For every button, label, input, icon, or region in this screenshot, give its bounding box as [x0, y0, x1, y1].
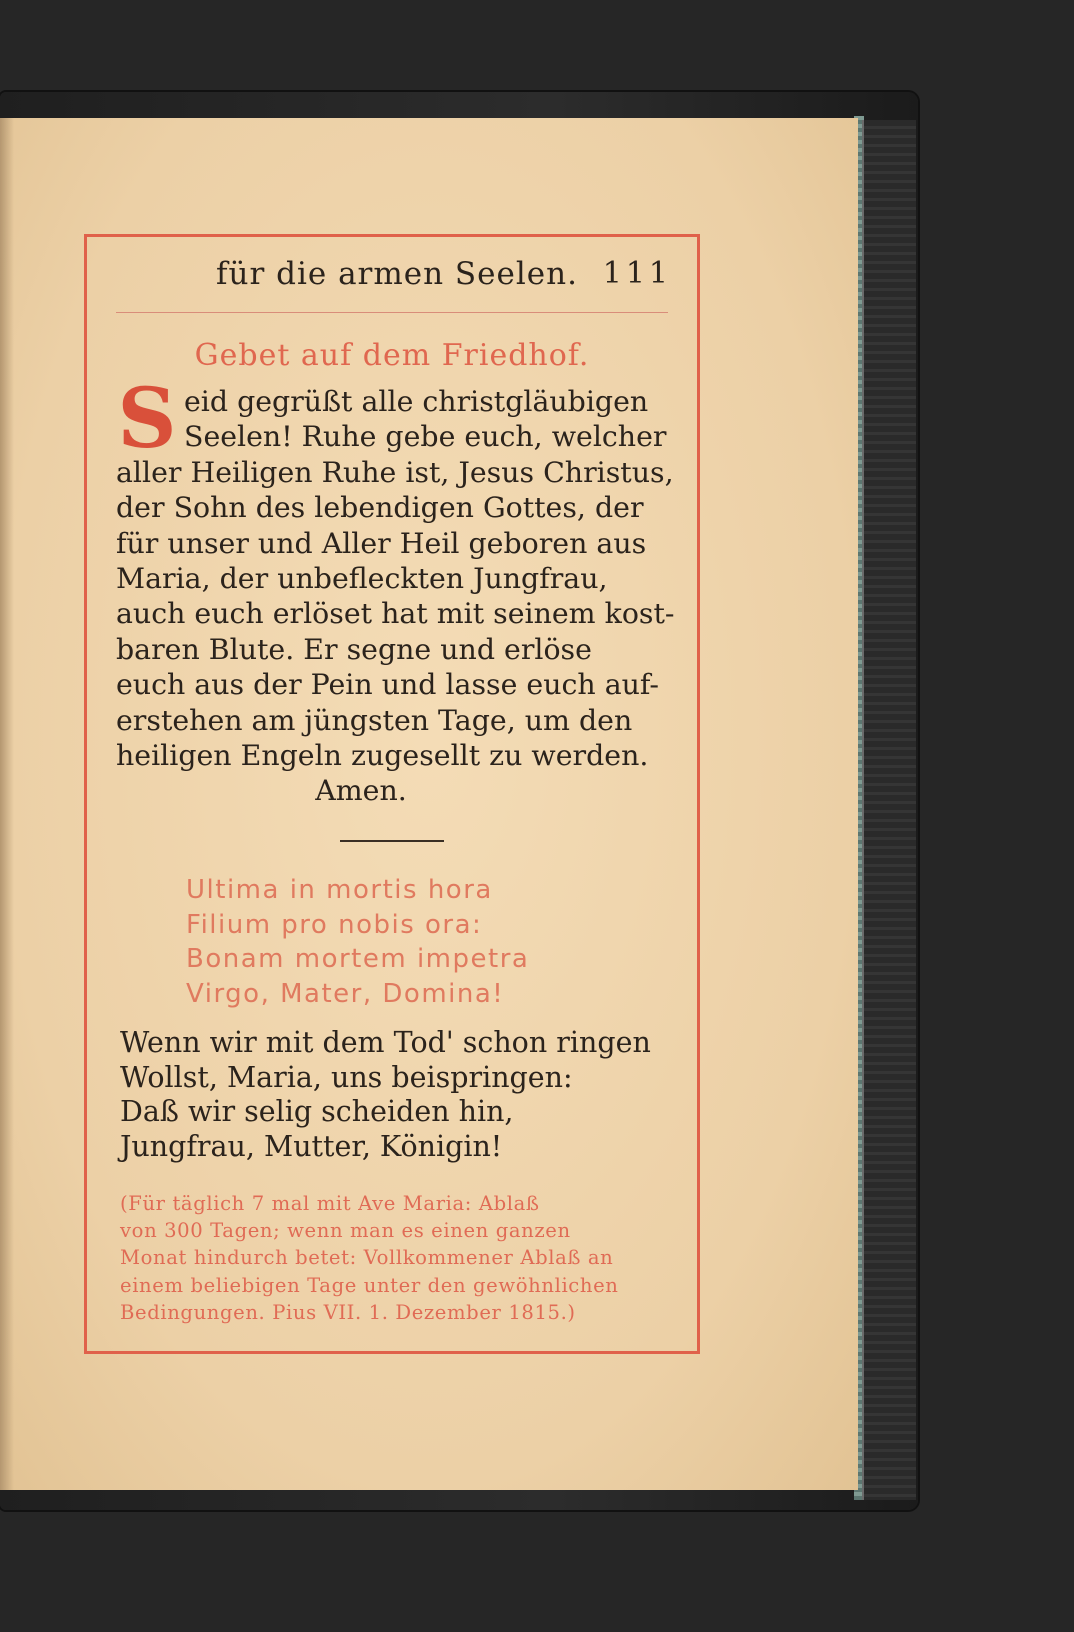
note-line: Monat hindurch betet: Vollkommener Ablaß an	[120, 1246, 614, 1270]
prayer-text	[116, 371, 676, 809]
latin-verse	[186, 873, 656, 1011]
german-verse-line: Wenn wir mit dem Tod' schon ringen	[120, 1026, 651, 1059]
prayer-line: heiligen Engeln zugesellt zu werden.	[116, 738, 649, 772]
note-line: einem beliebigen Tage unter den gewöhnlichen	[120, 1273, 619, 1297]
prayer-line: der Sohn des lebendigen Gottes, der	[116, 491, 644, 525]
prayer-line: euch aus der Pein und lasse euch auf-	[116, 668, 660, 702]
prayer-line: erstehen am jüngsten Tage, um den	[116, 703, 633, 737]
prayer-heading: Gebet auf dem Friedhof.	[194, 338, 590, 373]
prayer-line: baren Blute. Er segne und erlöse	[116, 632, 592, 666]
prayer-line: Maria, der unbefleckten Jungfrau,	[116, 561, 608, 595]
page-number: 111	[602, 256, 672, 291]
latin-verse-line: Ultima in mortis hora	[186, 875, 493, 905]
running-header	[110, 250, 680, 300]
latin-verse-line: Virgo, Mater, Domina!	[186, 978, 505, 1009]
prayer-line: aller Heiligen Ruhe ist, Jesus Christus,	[116, 455, 674, 489]
latin-verse-line: Bonam mortem impetra	[186, 944, 530, 974]
prayer-line: Seelen! Ruhe gebe euch, welcher	[184, 420, 667, 454]
cover-edge	[862, 120, 916, 1500]
latin-verse-line: Filium pro nobis ora:	[186, 909, 483, 940]
german-verse	[120, 1026, 690, 1164]
note-line: (Für täglich 7 mal mit Ave Maria: Ablaß	[120, 1192, 540, 1215]
prayer-line: eid gegrüßt alle christgläubigen	[184, 385, 649, 418]
drop-cap: S	[117, 371, 177, 467]
prayer-line: auch euch erlöset hat mit seinem kost-	[116, 597, 675, 631]
note-line: von 300 Tagen; wenn man es einen ganzen	[120, 1219, 571, 1243]
section-divider	[340, 840, 444, 842]
spine-shadow	[0, 118, 14, 1490]
running-title: für die armen Seelen.	[216, 256, 578, 292]
german-verse-line: Jungfrau, Mutter, Königin!	[120, 1129, 503, 1163]
note-line: Bedingungen. Pius VII. 1. Dezember 1815.)	[120, 1300, 576, 1324]
german-verse-line: Wollst, Maria, uns beispringen:	[120, 1060, 573, 1094]
prayer-line: für unser und Aller Heil geboren aus	[116, 526, 647, 560]
header-rule	[116, 312, 668, 313]
german-verse-line: Daß wir selig scheiden hin,	[120, 1095, 514, 1128]
indulgence-note	[120, 1190, 680, 1326]
prayer-amen: Amen.	[315, 774, 407, 808]
